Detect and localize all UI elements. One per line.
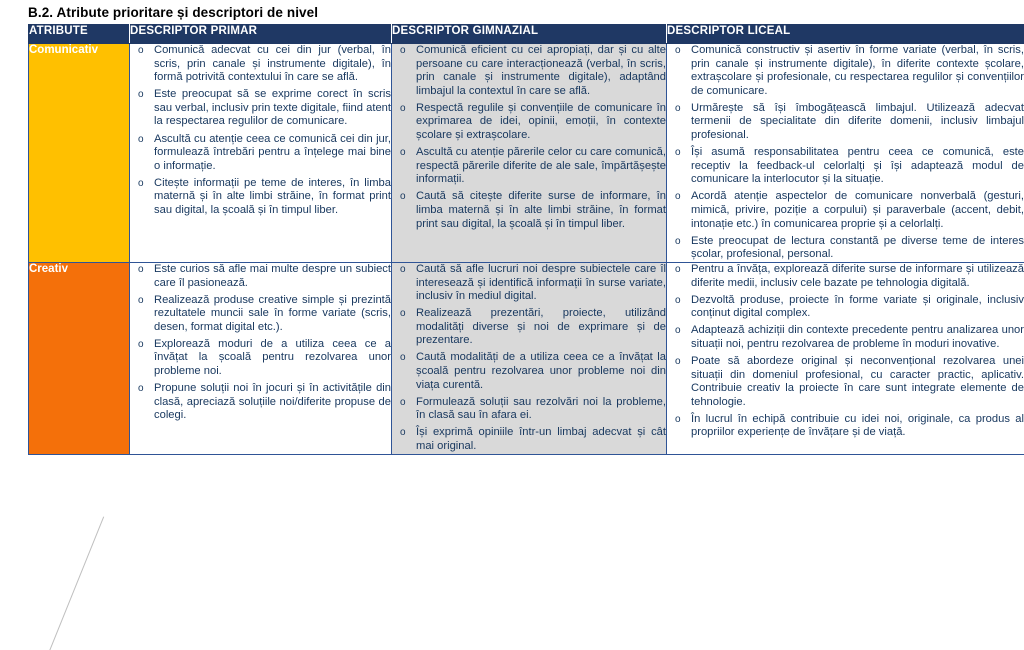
list-item: o Respectă regulile și convențiile de comunicare în exprimarea de idei, opinii, emoții, în contexte școlare și extrașcolare.: [414, 102, 666, 143]
list-item: o Citește informații pe teme de interes, în limba maternă și în alte limbi străine, în format print sau digital, la școală și în timpul liber.: [152, 177, 391, 218]
descriptor-liceal-comunicativ: [667, 44, 1024, 263]
list-item: o Ascultă cu atenție ceea ce comunică cei din jur, formulează întrebări pentru a înțelege mai bine o informație.: [152, 133, 391, 174]
list-item: o Poate să abordeze original și neconvențional rezolvarea unei situații din domeniul profesional, cu caracter practic, aplicativ. Contribuie creativ la proiecte în care sunt integrate elemente de tehnologie.: [689, 355, 1024, 409]
list-item: o Acordă atenție aspectelor de comunicare nonverbală (gesturi, mimică, privire, poziție a corpului) și paraverbale (accent, debit, intonație etc.) în comunicarea proprie și a celorlalți.: [689, 190, 1024, 231]
list-item: o Pentru a învăța, explorează diferite surse de informare și utilizează diferite medii, inclusiv cele bazate pe tehnologia digitală.: [689, 263, 1024, 290]
list-item: o Formulează soluții sau rezolvări noi la probleme, în clasă sau în afara ei.: [414, 396, 666, 423]
list-item: o Ascultă cu atenție părerile celor cu care comunică, respectă părerile diferite de ale sale, împărtășește informații.: [414, 146, 666, 187]
descriptor-primar-comunicativ: [130, 44, 392, 263]
column-header-descriptor-liceal: DESCRIPTOR LICEAL: [667, 25, 1024, 44]
column-header-descriptor-primar: DESCRIPTOR PRIMAR: [130, 25, 392, 44]
page-title: B.2. Atribute prioritare și descriptori de nivel: [28, 5, 319, 20]
descriptor-list: [392, 263, 666, 454]
column-header-attribute: ATRIBUTE: [29, 25, 130, 44]
list-item: o Propune soluții noi în jocuri și în activitățile din clasă, apreciază soluțiile noi/diferite propuse de colegi.: [152, 382, 391, 423]
descriptor-primar-creativ: [130, 262, 392, 454]
descriptor-list: [667, 263, 1024, 440]
descriptor-list: [392, 44, 666, 231]
descriptor-liceal-creativ: [667, 262, 1024, 454]
list-item: o Comunică adecvat cu cei din jur (verbal, în scris, prin canale și instrumente digitale), în formă potrivită contextului în care se află.: [152, 44, 391, 85]
table-row: [29, 262, 1024, 454]
descriptor-gimnazial-creativ: [392, 262, 667, 454]
list-item: o Își exprimă opiniile într-un limbaj adecvat și cât mai original.: [414, 426, 666, 453]
table-row: [29, 44, 1024, 263]
list-item: o Comunică constructiv și asertiv în forme variate (verbal, în scris, prin canale și instrumente digitale), în diferite contexte școlare, extrașcolare și profesionale, cu respectarea regulilor și convențiilor de comunicare.: [689, 44, 1024, 98]
list-item: o Comunică eficient cu cei apropiați, dar și cu alte persoane cu care interacționează (verbal, în scris, prin canale și instrumente digitale), adaptând limbajul la contextul în care se află.: [414, 44, 666, 98]
list-item: o Realizează produse creative simple și prezintă rezultatele muncii sale în forme variate (scris, desen, format digital etc.).: [152, 294, 391, 335]
attribute-cell-comunicativ: Comunicativ: [29, 44, 130, 263]
descriptor-gimnazial-comunicativ: [392, 44, 667, 263]
list-item: o Este preocupat de lectura constantă pe diverse teme de interes școlar, profesional, personal.: [689, 235, 1024, 262]
list-item: o Caută modalități de a utiliza ceea ce a învățat la școală pentru rezolvarea unor probleme noi din viața curentă.: [414, 351, 666, 392]
list-item: o Explorează moduri de a utiliza ceea ce a învățat la școală pentru rezolvarea unor probleme noi.: [152, 338, 391, 379]
descriptor-list: [130, 263, 391, 423]
attribute-cell-creativ: Creativ: [29, 262, 130, 454]
competency-matrix-table: [28, 24, 1024, 455]
table-header-row: [29, 25, 1024, 44]
list-item: o În lucrul în echipă contribuie cu idei noi, originale, ca produs al propriilor experiențe de învățare și de viață.: [689, 413, 1024, 440]
list-item: o Își asumă responsabilitatea pentru ceea ce comunică, este receptiv la feedback-ul celorlalți și își adaptează modul de comunicare la interlocutor și la situație.: [689, 146, 1024, 187]
list-item: o Realizează prezentări, proiecte, utilizând modalități diverse și noi de exprimare și de prezentare.: [414, 307, 666, 348]
list-item: o Caută să citește diferite surse de informare, în limba maternă și în alte limbi străine, în format print sau digital, la școală și în timpul liber.: [414, 190, 666, 231]
list-item: o Adaptează achiziții din contexte precedente pentru analizarea unor situații noi, pentru rezolvarea de probleme în moduri inovative.: [689, 324, 1024, 351]
list-item: o Caută să afle lucruri noi despre subiectele care îl interesează și identifică informații în surse variate, inclusiv în mediul digital.: [414, 263, 666, 304]
list-item: o Dezvoltă produse, proiecte în forme variate și originale, inclusiv conținut digital complex.: [689, 294, 1024, 321]
decorative-diagonal-line: [47, 517, 104, 650]
column-header-descriptor-gimnazial: DESCRIPTOR GIMNAZIAL: [392, 25, 667, 44]
descriptor-list: [130, 44, 391, 218]
descriptor-list: [667, 44, 1024, 262]
list-item: o Este preocupat să se exprime corect în scris sau verbal, inclusiv prin texte digitale, fiind atent la respectarea regulilor de comunicare.: [152, 88, 391, 129]
list-item: o Este curios să afle mai multe despre un subiect care îl pasionează.: [152, 263, 391, 290]
list-item: o Urmărește să își îmbogățească limbajul. Utilizează adecvat termenii de specialitate din diferite domenii, inclusiv limbajul profesional.: [689, 102, 1024, 143]
